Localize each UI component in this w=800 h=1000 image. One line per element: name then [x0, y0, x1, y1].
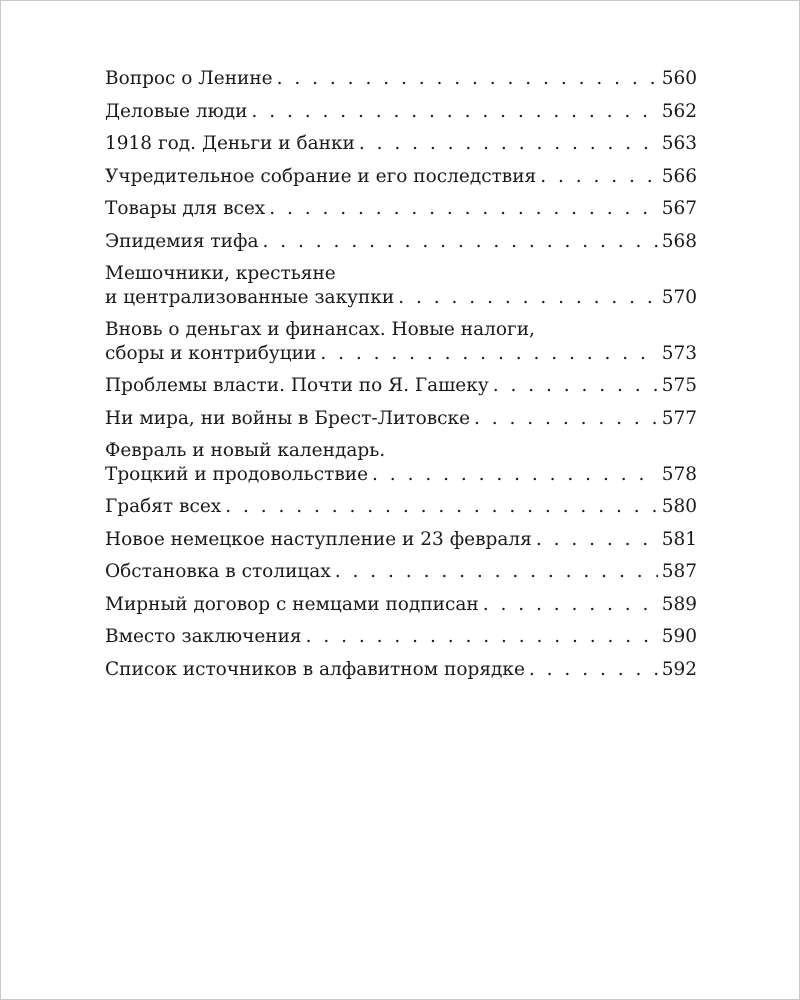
toc-entry-row: [105, 463, 697, 487]
dot-leader: [306, 625, 658, 649]
toc-entry: [105, 100, 697, 124]
toc-entry-row: [105, 165, 697, 189]
toc-entry: [105, 262, 697, 309]
toc-entry-row: [105, 230, 697, 254]
dot-leader: [372, 463, 658, 487]
dot-leader: [251, 100, 657, 124]
toc-entry-row: [105, 67, 697, 91]
toc-entry: [105, 593, 697, 617]
dot-leader: [225, 495, 657, 519]
toc-entry-row: [105, 625, 697, 649]
toc-entry-row: [105, 286, 697, 310]
dot-leader: [540, 165, 657, 189]
dot-leader: [263, 230, 658, 254]
toc-entry: [105, 407, 697, 431]
toc-entry-title-line: Вновь о деньгах и финансах. Новые налоги,: [105, 319, 535, 340]
toc-entry: [105, 528, 697, 552]
toc-entry-title: 1918 год. Деньги и банки: [105, 133, 355, 154]
toc-entry-title: и централизованные закупки: [105, 286, 395, 308]
toc-page-number: 577: [661, 407, 697, 429]
toc-entry-row: [105, 528, 697, 552]
toc-entry-title-line: Февраль и новый календарь.: [105, 440, 386, 461]
dot-leader: [359, 132, 658, 156]
dot-leader: [277, 67, 658, 91]
toc-entry-row: [105, 495, 697, 519]
toc-page-number: 575: [661, 375, 697, 396]
dot-leader: [269, 197, 657, 221]
toc-entry-row: [105, 100, 697, 124]
toc-page-number: 580: [661, 496, 697, 517]
toc-page-number: 592: [661, 658, 697, 680]
dot-leader: [320, 342, 657, 366]
toc-entry: [105, 230, 697, 254]
toc-entry-row: [105, 560, 697, 584]
toc-entry-row: [105, 407, 697, 431]
toc-entry: [105, 67, 697, 91]
toc-entry: [105, 439, 697, 486]
toc-entry-title: Вопрос о Ленине: [105, 68, 273, 89]
dot-leader: [335, 560, 658, 584]
toc-entry: [105, 625, 697, 649]
toc-entry: [105, 495, 697, 519]
toc-entry: [105, 132, 697, 156]
toc-entry-row: [105, 374, 697, 398]
toc-entry-title-line: Мешочники, крестьяне: [105, 263, 336, 284]
toc-page-number: 573: [661, 342, 697, 364]
toc-entry-title: Троцкий и продовольствие: [105, 463, 369, 485]
toc-entry-title: Проблемы власти. Почти по Я. Гашеку: [105, 375, 489, 396]
toc-entry-title: Эпидемия тифа: [105, 230, 259, 252]
toc-page-number: 570: [661, 286, 697, 308]
toc-entry-title: Обстановка в столицах: [105, 561, 331, 582]
toc-entry-title: Деловые люди: [105, 100, 248, 122]
toc-page-number: 587: [661, 561, 697, 582]
dot-leader: [483, 593, 658, 617]
toc-page-number: 590: [661, 626, 697, 647]
toc-entry-title: Товары для всех: [105, 198, 266, 219]
toc-page-number: 589: [661, 593, 697, 615]
toc-entry-title: Новое немецкое наступление и 23 февраля: [105, 528, 532, 550]
toc-page-number: 568: [661, 230, 697, 252]
toc-entry-title: Мирный договор с немцами подписан: [105, 593, 479, 615]
toc-entry-row: [105, 342, 697, 366]
toc-entry: [105, 197, 697, 221]
toc-page-number: 560: [661, 68, 697, 89]
dot-leader: [493, 374, 658, 398]
toc-entry-row: [105, 132, 697, 156]
toc-entry: [105, 318, 697, 365]
toc-entry: [105, 374, 697, 398]
toc-page-number: 566: [661, 165, 697, 187]
toc-entry: [105, 165, 697, 189]
toc-page-number: 563: [661, 133, 697, 154]
toc-page-number: 581: [661, 528, 697, 550]
dot-leader: [529, 658, 658, 682]
table-of-contents: [105, 67, 697, 690]
toc-page-number: 562: [661, 100, 697, 122]
toc-entry-title: Учредительное собрание и его последствия: [105, 165, 537, 187]
toc-entry-title: Ни мира, ни войны в Брест-Литовске: [105, 407, 471, 429]
toc-entry-title: Список источников в алфавитном порядке: [105, 658, 525, 680]
dot-leader: [474, 407, 658, 431]
toc-page-number: 567: [661, 198, 697, 219]
toc-entry-title: Вместо заключения: [105, 626, 302, 647]
toc-entry-row: [105, 658, 697, 682]
toc-entry: [105, 560, 697, 584]
dot-leader: [536, 528, 658, 552]
toc-entry-row: [105, 593, 697, 617]
toc-entry-title: Грабят всех: [105, 496, 222, 517]
toc-page-number: 578: [661, 463, 697, 485]
toc-entry-title: сборы и контрибуции: [105, 342, 317, 364]
dot-leader: [398, 286, 657, 310]
toc-entry: [105, 658, 697, 682]
toc-entry-row: [105, 197, 697, 221]
